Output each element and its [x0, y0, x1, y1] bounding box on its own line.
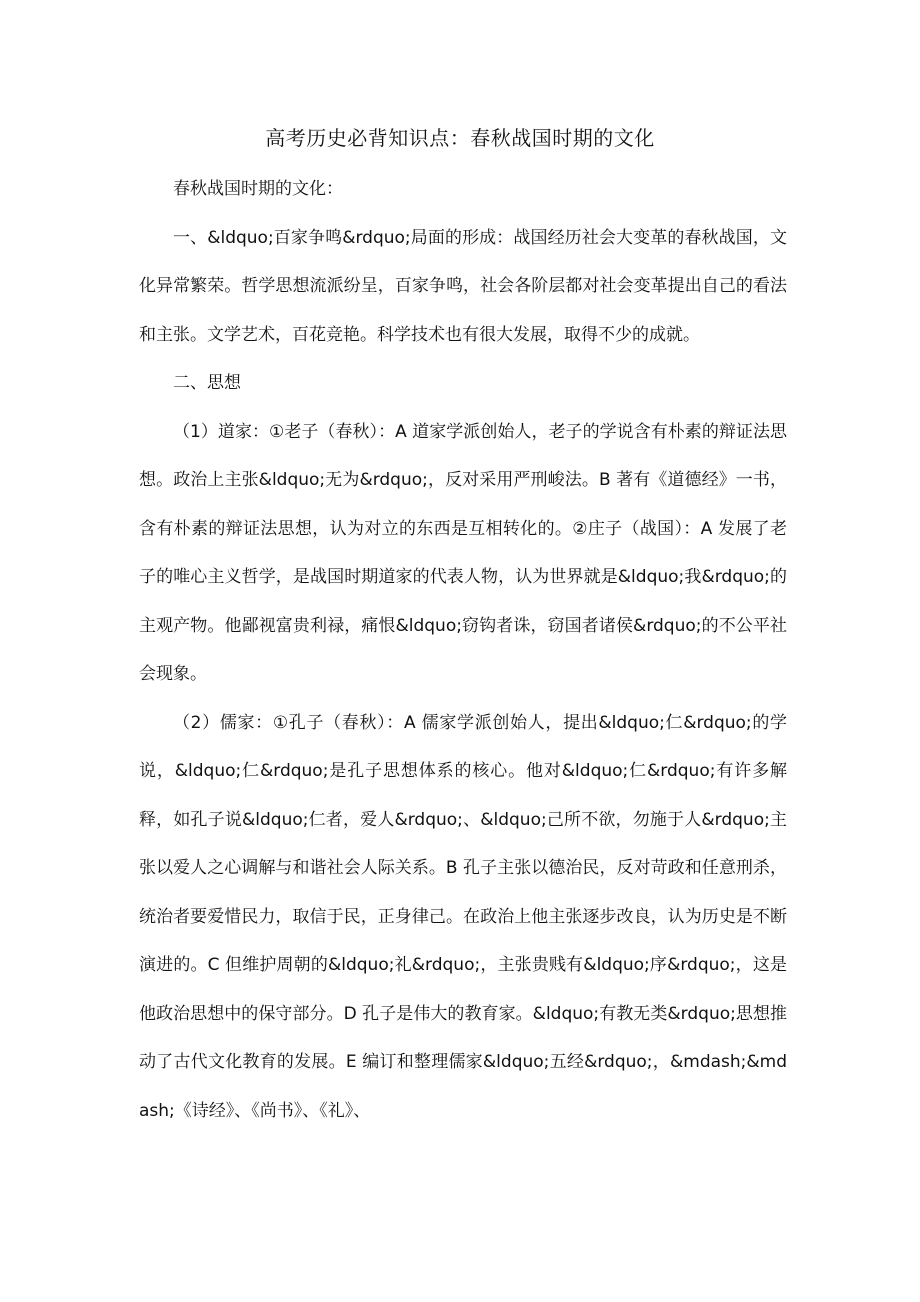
- document-body: [139, 165, 787, 1135]
- document-title: 高考历史必背知识点：春秋战国时期的文化: [265, 126, 655, 150]
- paragraph-daoism: （1）道家：①老子（春秋）：A 道家学派创始人，老子的学说含有朴素的辩证法思想。政治上主张&ldquo;无为&rdquo;，反对采用严刑峻法。B 著有《道德经》一书，含有朴素的辩证法思想，认为对立的东西是互相转化的。②庄子（战国）：A 发展了老子的唯心主义哲学，是战国时期道家的代表人物，认为世界就是&ldquo;我&rdquo;的主观产物。他鄙视富贵利禄，痛恨&ldquo;窃钩者诛，窃国者诸侯&rdquo;的不公平社会现象。: [139, 421, 787, 684]
- paragraph-intro: 春秋战国时期的文化：: [173, 179, 343, 199]
- paragraph-section-two-heading: 二、思想: [173, 373, 241, 393]
- paragraph-section-one: 一、&ldquo;百家争鸣&rdquo;局面的形成：战国经历社会大变革的春秋战国，文化异常繁荣。哲学思想流派纷呈，百家争鸣，社会各阶层都对社会变革提出自己的看法和主张。文学艺术，百花竞艳。科学技术也有很大发展，取得不少的成就。: [139, 227, 787, 345]
- paragraph-confucianism: （2）儒家：①孔子（春秋）：A 儒家学派创始人，提出&ldquo;仁&rdquo;的学说，&ldquo;仁&rdquo;是孔子思想体系的核心。他对&ldquo;仁&rdquo;有许多解释，如孔子说&ldquo;仁者，爱人&rdquo;、&ldquo;己所不欲，勿施于人&rdquo;主张以爱人之心调解与和谐社会人际关系。B 孔子主张以德治民，反对苛政和任意刑杀，统治者要爱惜民力，取信于民，正身律己。在政治上他主张逐步改良，认为历史是不断演进的。C 但维护周朝的&ldquo;礼&rdquo;，主张贵贱有&ldquo;序&rdquo;，这是他政治思想中的保守部分。D 孔子是伟大的教育家。&ldquo;有教无类&rdquo;思想推动了古代文化教育的发展。E 编订和整理儒家&ldquo;五经&rdquo;，&mdash;&mdash;《诗经》、《尚书》、《礼》、: [139, 712, 787, 1121]
